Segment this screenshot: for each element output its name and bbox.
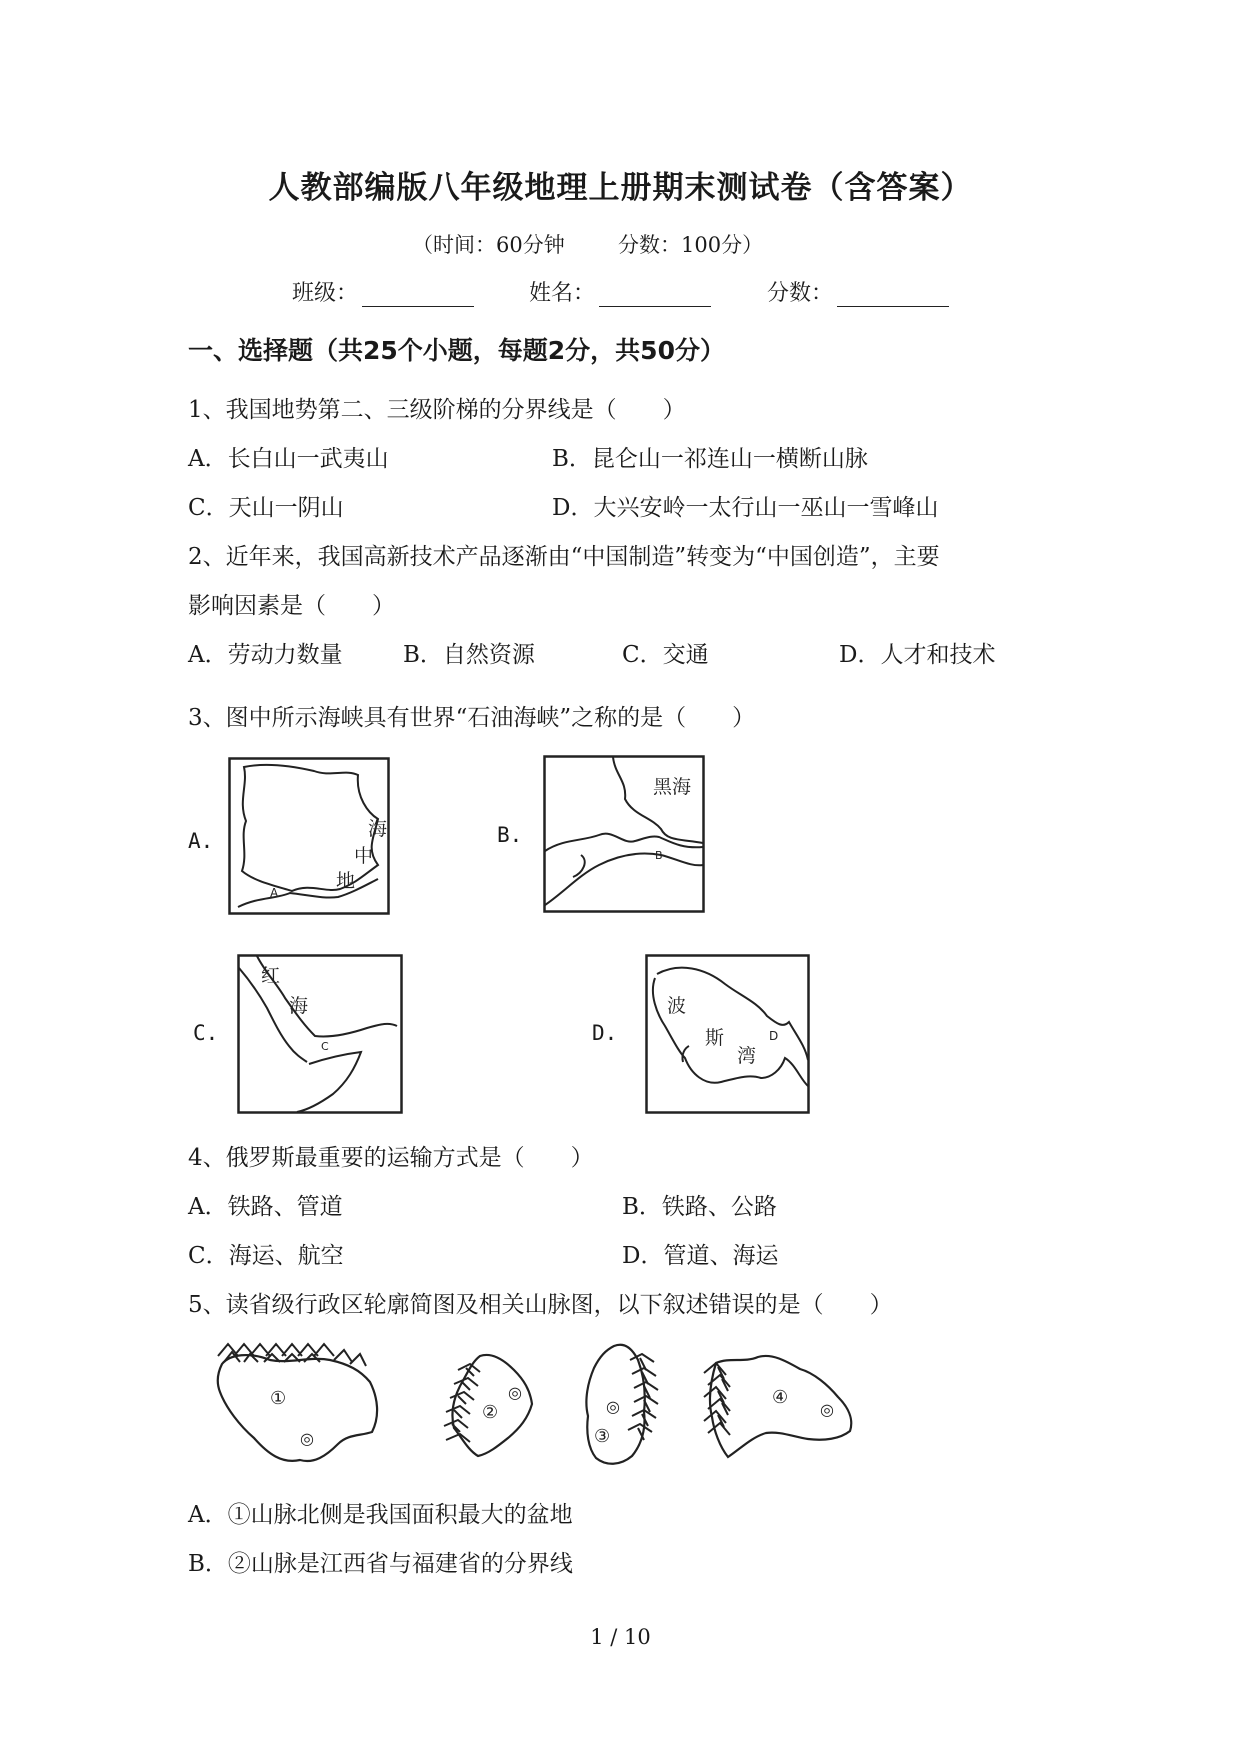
svg-text:④: ④ bbox=[772, 1387, 789, 1408]
q2-option-d: D．人才和技术 bbox=[839, 642, 996, 668]
svg-text:海: 海 bbox=[368, 818, 388, 840]
province-map-4 bbox=[700, 1345, 860, 1465]
q1-option-a: A．长白山一武夷山 bbox=[188, 446, 389, 472]
svg-text:◎: ◎ bbox=[606, 1397, 620, 1416]
svg-text:海: 海 bbox=[289, 995, 309, 1017]
svg-text:D: D bbox=[769, 1029, 779, 1043]
q3-map-b-label: B. bbox=[497, 823, 523, 847]
q3-map-d-label: D. bbox=[592, 1021, 618, 1045]
svg-text:波: 波 bbox=[667, 995, 687, 1017]
q3-map-c-label: C. bbox=[193, 1021, 219, 1045]
province-map-2 bbox=[440, 1350, 540, 1460]
q5-option-b: B．②山脉是江西省与福建省的分界线 bbox=[188, 1551, 573, 1577]
score-label: 分数： bbox=[767, 281, 834, 306]
q1-option-c: C．天山一阴山 bbox=[188, 495, 344, 521]
q5-option-a: A．①山脉北侧是我国面积最大的盆地 bbox=[188, 1502, 573, 1528]
question-1: 1、我国地势第二、三级阶梯的分界线是（ ） bbox=[188, 397, 686, 423]
svg-text:斯: 斯 bbox=[705, 1027, 725, 1049]
svg-text:A: A bbox=[270, 886, 279, 900]
svg-text:红: 红 bbox=[261, 965, 281, 987]
page-title: 人教部编版八年级地理上册期末测试卷（含答案） bbox=[268, 170, 973, 206]
score-blank[interactable] bbox=[837, 284, 949, 307]
question-2-line2: 影响因素是（ ） bbox=[188, 593, 395, 619]
q1-option-d: D．大兴安岭一太行山一巫山一雪峰山 bbox=[552, 495, 939, 521]
svg-text:湾: 湾 bbox=[737, 1045, 757, 1067]
name-field bbox=[529, 276, 711, 307]
svg-text:◎: ◎ bbox=[300, 1429, 314, 1448]
map-d-persian-gulf bbox=[645, 954, 810, 1114]
score-field bbox=[767, 276, 949, 307]
question-2-line1: 2、近年来，我国高新技术产品逐渐由“中国制造”转变为“中国创造”，主要 bbox=[188, 544, 940, 570]
name-label: 姓名： bbox=[529, 281, 596, 306]
exam-total-score: 分数：100分） bbox=[618, 233, 764, 257]
question-3: 3、图中所示海峡具有世界“石油海峡”之称的是（ ） bbox=[188, 705, 756, 731]
exam-time: （时间：60分钟 bbox=[412, 233, 565, 257]
svg-text:◎: ◎ bbox=[820, 1400, 834, 1419]
page-number: 1 / 10 bbox=[590, 1625, 651, 1649]
class-field bbox=[292, 276, 474, 307]
svg-text:地: 地 bbox=[336, 870, 356, 892]
svg-text:◎: ◎ bbox=[508, 1383, 522, 1402]
province-map-3 bbox=[570, 1340, 670, 1470]
q4-option-c: C．海运、航空 bbox=[188, 1243, 344, 1269]
q2-option-b: B．自然资源 bbox=[403, 642, 535, 668]
svg-text:中: 中 bbox=[354, 845, 374, 867]
svg-text:②: ② bbox=[482, 1402, 499, 1423]
svg-text:①: ① bbox=[270, 1388, 287, 1409]
map-c-mandeb bbox=[237, 954, 403, 1114]
section-title: 一、选择题（共25个小题，每题2分，共50分） bbox=[188, 336, 725, 365]
class-label: 班级： bbox=[292, 281, 359, 306]
map-b-bosporus bbox=[543, 755, 705, 913]
q3-map-a-label: A. bbox=[188, 829, 214, 853]
q1-option-b: B．昆仑山一祁连山一横断山脉 bbox=[552, 446, 868, 472]
q4-option-a: A．铁路、管道 bbox=[188, 1194, 343, 1220]
question-5: 5、读省级行政区轮廓简图及相关山脉图，以下叙述错误的是（ ） bbox=[188, 1292, 893, 1318]
map-a-gibraltar bbox=[228, 757, 390, 915]
svg-text:黑海: 黑海 bbox=[653, 776, 692, 798]
q4-option-d: D．管道、海运 bbox=[622, 1243, 779, 1269]
q2-option-c: C．交通 bbox=[622, 642, 709, 668]
svg-text:B: B bbox=[655, 849, 663, 862]
class-blank[interactable] bbox=[362, 284, 474, 307]
q2-option-a: A．劳动力数量 bbox=[188, 642, 343, 668]
name-blank[interactable] bbox=[599, 284, 711, 307]
province-map-1 bbox=[210, 1342, 390, 1472]
svg-text:③: ③ bbox=[594, 1426, 611, 1447]
q4-option-b: B．铁路、公路 bbox=[622, 1194, 777, 1220]
question-4: 4、俄罗斯最重要的运输方式是（ ） bbox=[188, 1145, 594, 1171]
svg-text:C: C bbox=[321, 1040, 329, 1053]
